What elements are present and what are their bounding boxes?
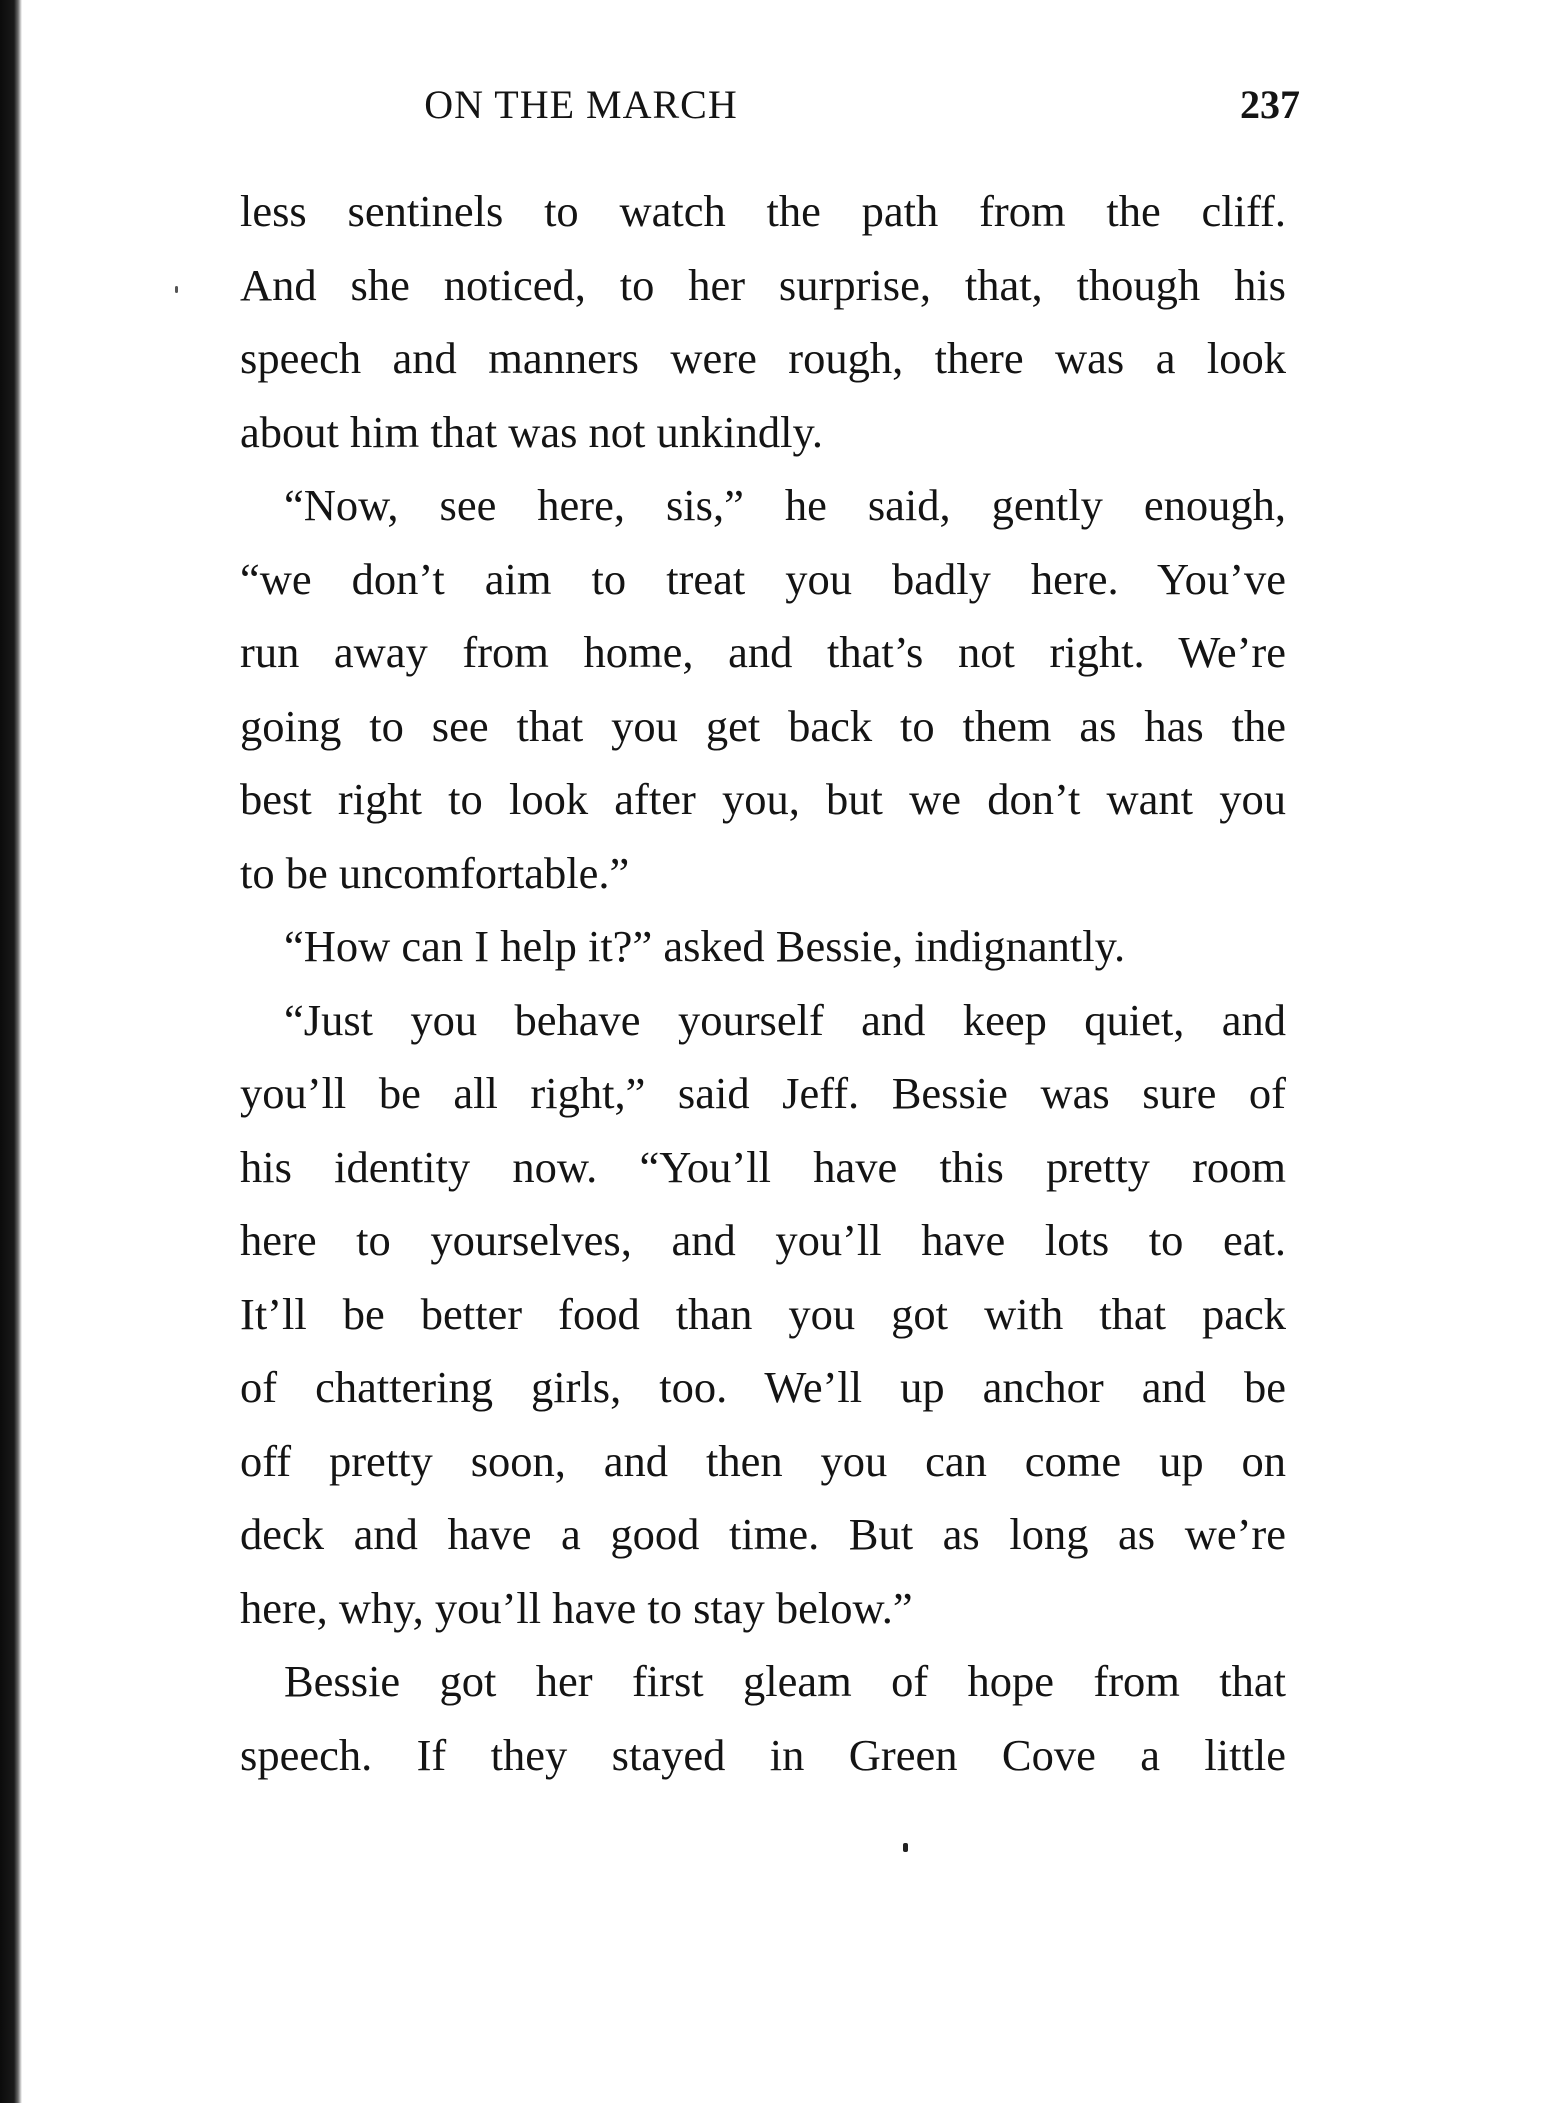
text-line: less sentinels to watch the path from the cliff. [240, 186, 1286, 236]
paragraph-first-line: “Just you behave yourself and keep quiet, and [284, 994, 1286, 1045]
text-line: It’ll be better food than you got with that pack [240, 1288, 1286, 1339]
text-line: speech. If they stayed in Green Cove a little [240, 1729, 1286, 1780]
body-text [240, 175, 1286, 1792]
text-line: “we don’t aim to treat you badly here. You’ve [240, 553, 1286, 604]
text-line: you’ll be all right,” said Jeff. Bessie was sure of [240, 1068, 1286, 1118]
text-line: deck and have a good time. But as long as we’re [240, 1509, 1286, 1559]
text-line: off pretty soon, and then you can come up on [240, 1435, 1286, 1486]
text-line: run away from home, and that’s not right. We’re [240, 627, 1286, 677]
text-line: of chattering girls, too. We’ll up anchor and be [240, 1362, 1286, 1412]
text-line: his identity now. “You’ll have this pretty room [240, 1141, 1286, 1192]
page-binding-edge [0, 0, 22, 2103]
text-line: speech and manners were rough, there was a look [240, 333, 1286, 383]
text-line: best right to look after you, but we don’t want you [240, 774, 1286, 824]
paragraph-first-line: “How can I help it?” asked Bessie, indignantly. [284, 921, 1126, 971]
page-number: 237 [1240, 82, 1300, 127]
running-head [0, 70, 1542, 130]
running-title: ON THE MARCH [424, 82, 738, 127]
paragraph-first-line: “Now, see here, sis,” he said, gently enough, [284, 480, 1286, 530]
text-line: to be uncomfortable.” [240, 847, 630, 898]
text-line: here to yourselves, and you’ll have lots to eat. [240, 1215, 1286, 1265]
text-line: going to see that you get back to them as has the [240, 700, 1286, 751]
ink-speck [175, 286, 178, 293]
ink-speck [903, 1843, 908, 1852]
paragraph-first-line: Bessie got her first gleam of hope from that [284, 1656, 1286, 1706]
text-line: here, why, you’ll have to stay below.” [240, 1582, 913, 1633]
text-line: about him that was not unkindly. [240, 406, 823, 457]
text-line: And she noticed, to her surprise, that, though his [240, 259, 1286, 310]
